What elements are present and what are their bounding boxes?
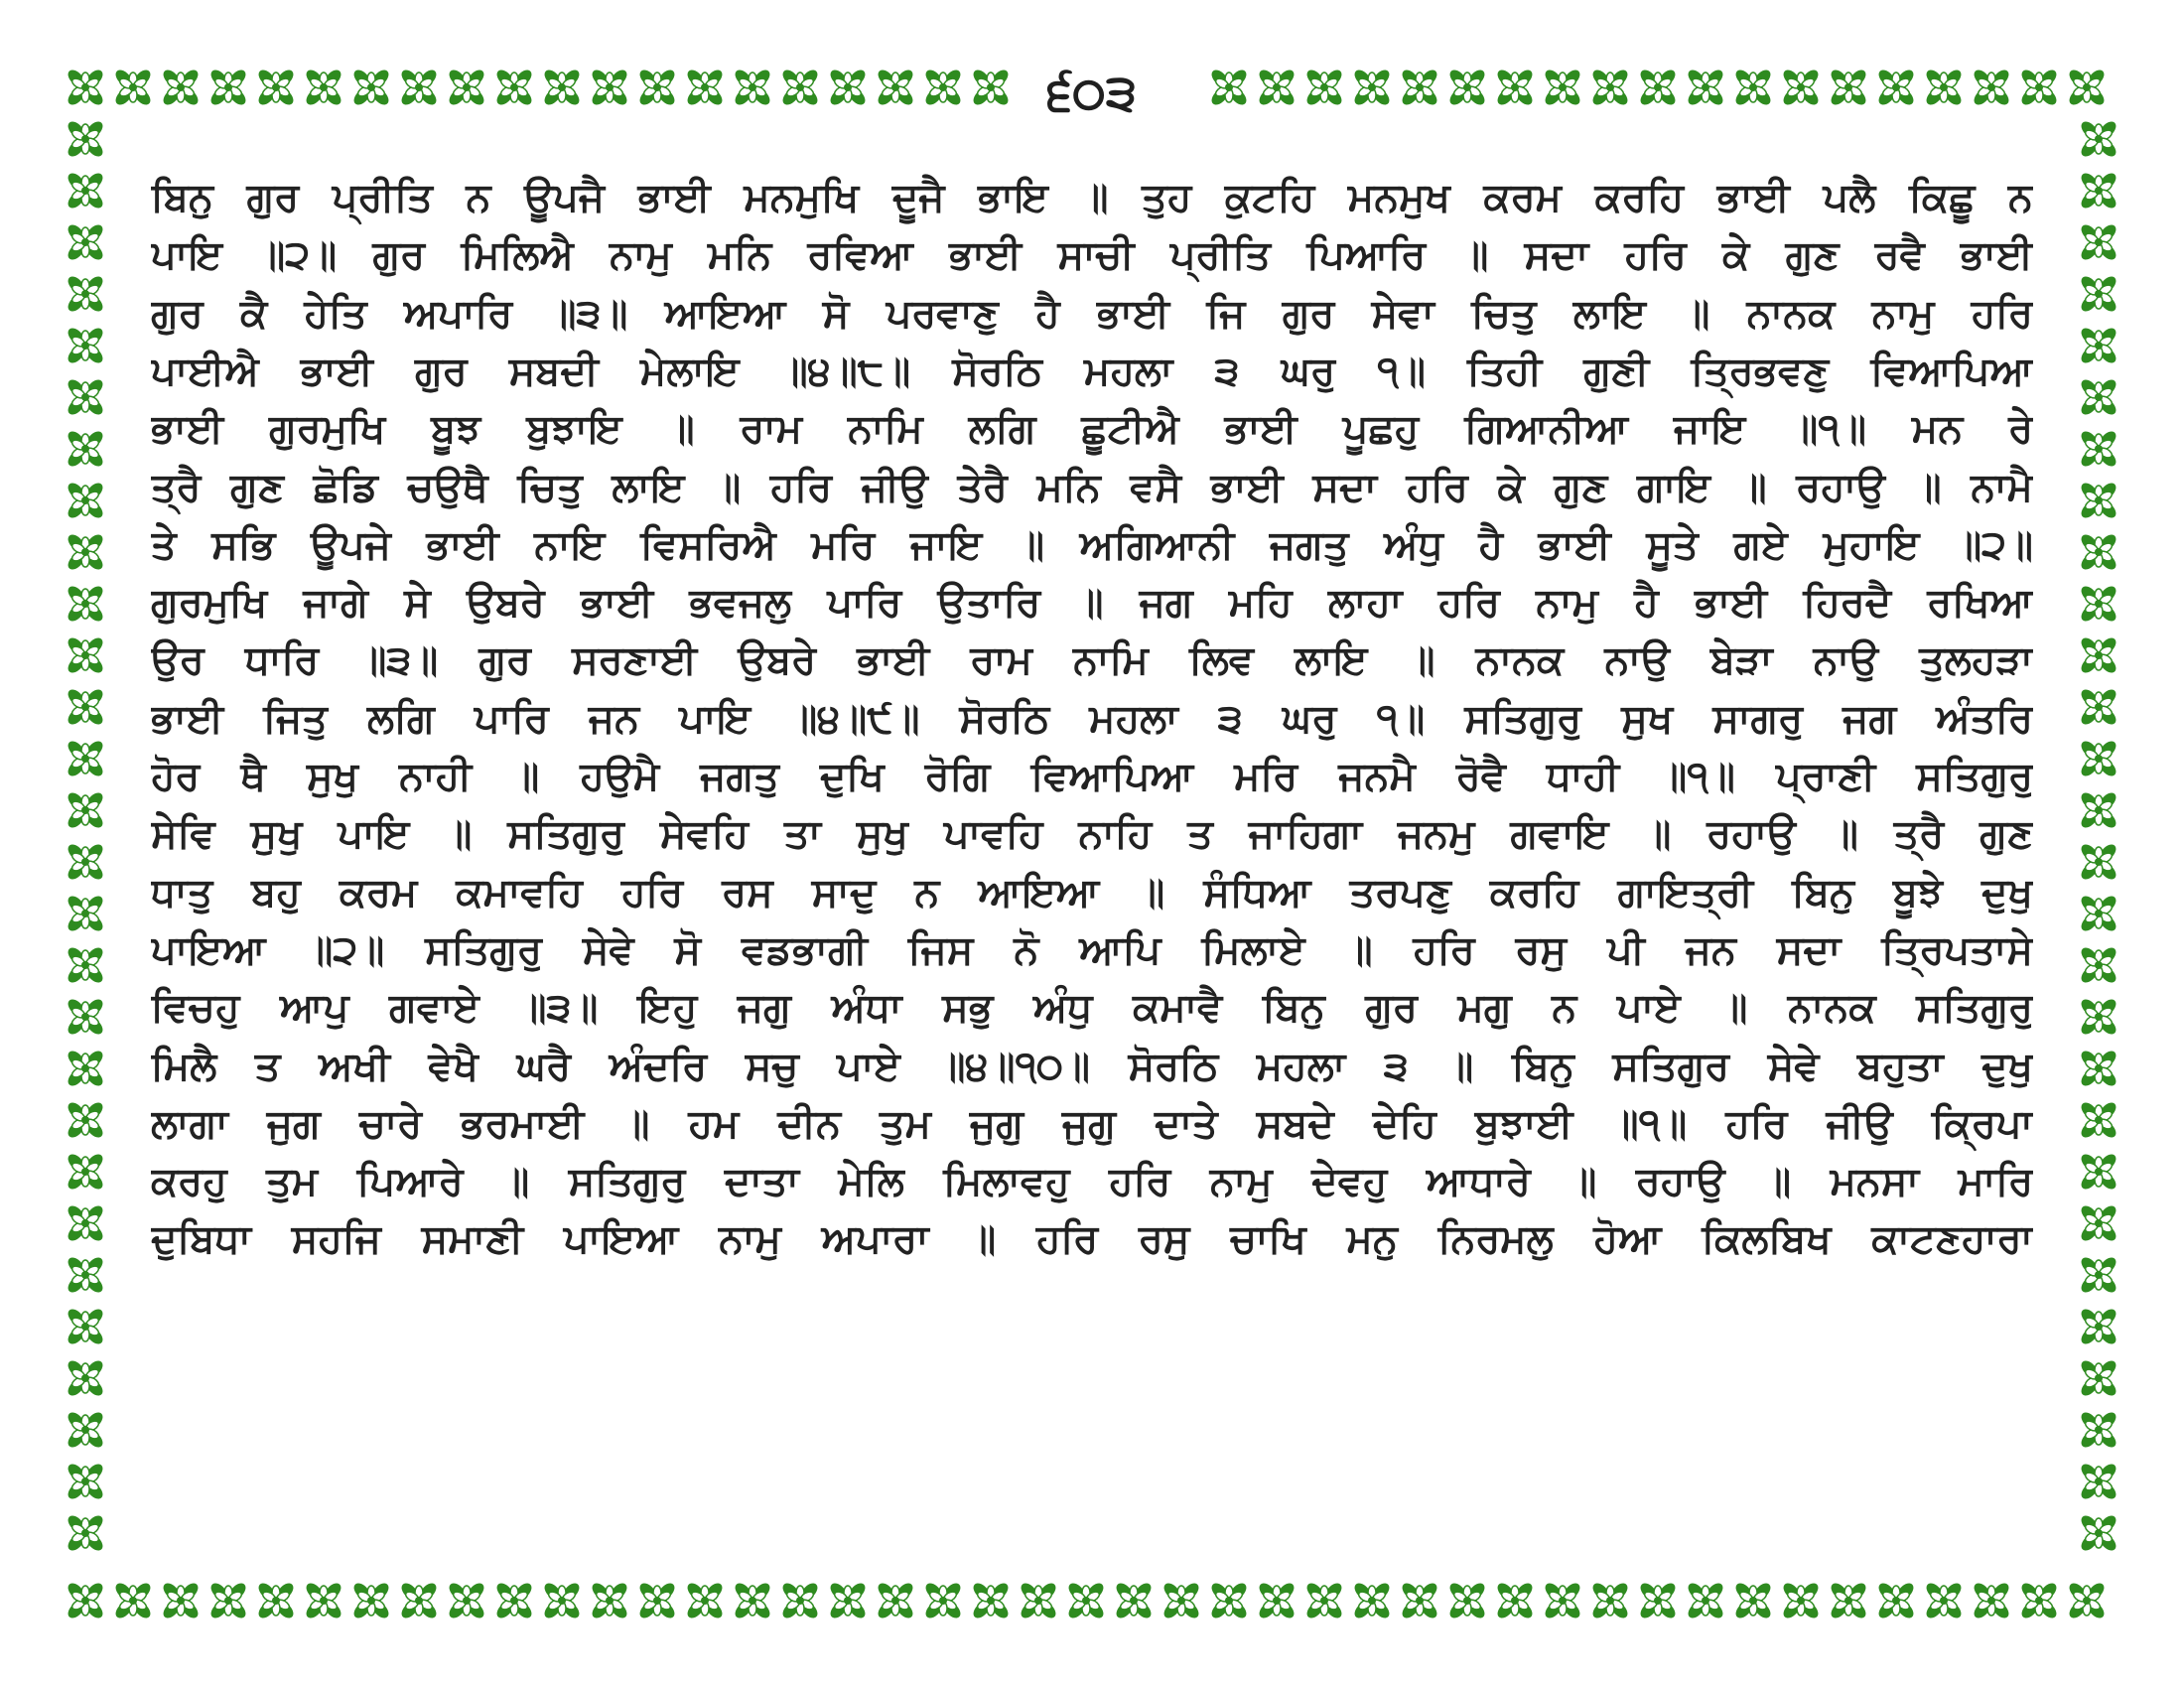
text-line: ਭਾਈ ਗੁਰਮੁਖਿ ਬੂਝ ਬੁਝਾਇ ॥ ਰਾਮ ਨਾਮਿ ਲਗਿ ਛੂਟੀਐ ਭਾਈ ਪੂਛਹੁ ਗਿਆਨੀਆ ਜਾਇ ॥੧॥ ਮਨ ਰੇ (151, 406, 2033, 452)
flower-ornament-icon (2078, 1048, 2118, 1088)
flower-ornament-icon (65, 583, 105, 624)
flower-ornament-icon (2078, 118, 2118, 159)
flower-ornament-icon (1685, 67, 1725, 107)
flower-ornament-icon (2078, 325, 2118, 365)
flower-ornament-icon (2078, 1461, 2118, 1501)
flower-ornament-icon (1113, 1580, 1154, 1620)
flower-ornament-icon (160, 67, 201, 107)
flower-ornament-icon (303, 67, 343, 107)
flower-ornament-icon (1399, 1580, 1439, 1620)
flower-ornament-icon (1303, 67, 1344, 107)
text-line: ਤੇ ਸਭਿ ਊਪਜੇ ਭਾਈ ਨਾਇ ਵਿਸਰਿਐ ਮਰਿ ਜਾਇ ॥ ਅਗਿਆਨੀ ਜਗਤੁ ਅੰਧੁ ਹੈ ਭਾਈ ਸੂਤੇ ਗਏ ਮੁਹਾਇ ॥੨॥ (151, 522, 2033, 568)
flower-ornament-icon (1208, 1580, 1249, 1620)
flower-ornament-icon (65, 1048, 105, 1088)
flower-ornament-icon (1828, 1580, 1868, 1620)
flower-ornament-icon (827, 67, 868, 107)
flower-ornament-icon (541, 67, 582, 107)
flower-ornament-icon (1256, 1580, 1297, 1620)
flower-ornament-icon (2078, 841, 2118, 882)
flower-ornament-icon (1208, 67, 1249, 107)
flower-ornament-icon (1351, 67, 1392, 107)
flower-ornament-icon (65, 1306, 105, 1346)
flower-ornament-icon (65, 1202, 105, 1243)
flower-ornament-icon (589, 1580, 629, 1620)
text-line: ਕਰਹੁ ਤੁਮ ਪਿਆਰੇ ॥ ਸਤਿਗੁਰੁ ਦਾਤਾ ਮੇਲਿ ਮਿਲਾਵਹੁ ਹਰਿ ਨਾਮੁ ਦੇਵਹੁ ਆਧਾਰੇ ॥ ਰਹਾਉ ॥ ਮਨਸਾ ਮਾਰਿ (151, 1159, 2033, 1204)
flower-ornament-icon (732, 67, 772, 107)
text-line: ਧਾਤੁ ਬਹੁ ਕਰਮ ਕਮਾਵਹਿ ਹਰਿ ਰਸ ਸਾਦੁ ਨ ਆਇਆ ॥ ਸੰਧਿਆ ਤਰਪਣੁ ਕਰਹਿ ਗਾਇਤ੍ਰੀ ਬਿਨੁ ਬੂਝੇ ਦੁਖੁ (151, 870, 2033, 915)
flower-ornament-icon (65, 170, 105, 211)
flower-ornament-icon (1732, 67, 1773, 107)
flower-ornament-icon (1542, 1580, 1582, 1620)
flower-ornament-icon (65, 789, 105, 830)
flower-ornament-icon (207, 1580, 248, 1620)
text-line: ਪਾਇ ॥੨॥ ਗੁਰ ਮਿਲਿਐ ਨਾਮੁ ਮਨਿ ਰਵਿਆ ਭਾਈ ਸਾਚੀ ਪ੍ਰੀਤਿ ਪਿਆਰਿ ॥ ਸਦਾ ਹਰਿ ਕੇ ਗੁਣ ਰਵੈ ਭਾਈ (151, 232, 2033, 278)
flower-ornament-icon (65, 893, 105, 933)
flower-ornament-icon (1923, 67, 1964, 107)
flower-ornament-icon (65, 428, 105, 469)
flower-ornament-icon (1780, 1580, 1821, 1620)
flower-ornament-icon (255, 67, 296, 107)
flower-ornament-icon (65, 634, 105, 675)
flower-ornament-icon (970, 1580, 1011, 1620)
flower-ornament-icon (112, 67, 153, 107)
text-line: ਉਰ ਧਾਰਿ ॥੩॥ ਗੁਰ ਸਰਣਾਈ ਉਬਰੇ ਭਾਈ ਰਾਮ ਨਾਮਿ ਲਿਵ ਲਾਇ ॥ ਨਾਨਕ ਨਾਉ ਬੇੜਾ ਨਾਉ ਤੁਲਹੜਾ (151, 637, 2033, 683)
flower-ornament-icon (2078, 480, 2118, 520)
text-line: ਗੁਰਮੁਖਿ ਜਾਗੇ ਸੇ ਉਬਰੇ ਭਾਈ ਭਵਜਲੁ ਪਾਰਿ ਉਤਾਰਿ ॥ ਜਗ ਮਹਿ ਲਾਹਾ ਹਰਿ ਨਾਮੁ ਹੈ ਭਾਈ ਹਿਰਦੈ ਰਖਿਆ (151, 580, 2033, 626)
flower-ornament-icon (2078, 1254, 2118, 1295)
flower-ornament-icon (65, 325, 105, 365)
flower-ornament-icon (2018, 67, 2059, 107)
flower-ornament-icon (970, 67, 1011, 107)
flower-ornament-icon (1637, 1580, 1678, 1620)
flower-ornament-icon (1971, 67, 2011, 107)
flower-ornament-icon (2078, 1306, 2118, 1346)
flower-ornament-icon (65, 1357, 105, 1398)
text-line: ਗੁਰ ਕੈ ਹੇਤਿ ਅਪਾਰਿ ॥੩॥ ਆਇਆ ਸੋ ਪਰਵਾਣੁ ਹੈ ਭਾਈ ਜਿ ਗੁਰ ਸੇਵਾ ਚਿਤੁ ਲਾਇ ॥ ਨਾਨਕ ਨਾਮੁ ਹਰਿ (151, 291, 2033, 337)
flower-ornament-icon (303, 1580, 343, 1620)
flower-ornament-icon (1446, 67, 1487, 107)
flower-ornament-icon (2066, 1580, 2107, 1620)
flower-ornament-icon (2078, 634, 2118, 675)
flower-ornament-icon (684, 67, 725, 107)
flower-ornament-icon (1494, 67, 1535, 107)
flower-ornament-icon (2078, 273, 2118, 314)
flower-ornament-icon (65, 1461, 105, 1501)
flower-ornament-icon (65, 1580, 105, 1620)
flower-ornament-icon (2066, 67, 2107, 107)
flower-ornament-icon (2078, 1512, 2118, 1553)
flower-ornament-icon (779, 1580, 820, 1620)
text-line: ਵਿਚਹੁ ਆਪੁ ਗਵਾਏ ॥੩॥ ਇਹੁ ਜਗੁ ਅੰਧਾ ਸਭੁ ਅੰਧੁ ਕਮਾਵੈ ਬਿਨੁ ਗੁਰ ਮਗੁ ਨ ਪਾਏ ॥ ਨਾਨਕ ਸਤਿਗੁਰੁ (151, 985, 2033, 1031)
flower-ornament-icon (541, 1580, 582, 1620)
page-number: ੬੦੩ (1023, 58, 1161, 127)
flower-ornament-icon (2078, 583, 2118, 624)
flower-ornament-icon (65, 1409, 105, 1450)
flower-ornament-icon (1256, 67, 1297, 107)
flower-ornament-icon (1160, 1580, 1201, 1620)
flower-ornament-icon (2078, 1409, 2118, 1450)
flower-ornament-icon (827, 1580, 868, 1620)
flower-ornament-icon (2078, 1357, 2118, 1398)
flower-ornament-icon (732, 1580, 772, 1620)
flower-ornament-icon (65, 221, 105, 262)
flower-ornament-icon (875, 67, 915, 107)
gurbani-text-block (151, 169, 2033, 1539)
flower-ornament-icon (1685, 1580, 1725, 1620)
flower-ornament-icon (1971, 1580, 2011, 1620)
flower-ornament-icon (2078, 1099, 2118, 1140)
text-line: ਪਾਈਐ ਭਾਈ ਗੁਰ ਸਬਦੀ ਮੇਲਾਇ ॥੪॥੮॥ ਸੋਰਠਿ ਮਹਲਾ ੩ ਘਰੁ ੧॥ ਤਿਹੀ ਗੁਣੀ ਤ੍ਰਿਭਵਣੁ ਵਿਆਪਿਆ (151, 349, 2033, 394)
flower-ornament-icon (1589, 1580, 1630, 1620)
flower-ornament-icon (1875, 1580, 1916, 1620)
text-line: ਲਾਗਾ ਜੁਗ ਚਾਰੇ ਭਰਮਾਈ ॥ ਹਮ ਦੀਨ ਤੁਮ ਜੁਗੁ ਜੁਗੁ ਦਾਤੇ ਸਬਦੇ ਦੇਹਿ ਬੁਝਾਈ ॥੧॥ ਹਰਿ ਜੀਉ ਕ੍ਰਿਪਾ (151, 1101, 2033, 1147)
flower-ornament-icon (398, 1580, 439, 1620)
flower-ornament-icon (875, 1580, 915, 1620)
flower-ornament-icon (65, 738, 105, 778)
flower-ornament-icon (2078, 893, 2118, 933)
flower-ornament-icon (65, 1099, 105, 1140)
text-line: ਪਾਇਆ ॥੨॥ ਸਤਿਗੁਰੁ ਸੇਵੇ ਸੋ ਵਡਭਾਗੀ ਜਿਸ ਨੋ ਆਪਿ ਮਿਲਾਏ ॥ ਹਰਿ ਰਸੁ ਪੀ ਜਨ ਸਦਾ ਤ੍ਰਿਪਤਾਸੇ (151, 927, 2033, 973)
text-line: ਬਿਨੁ ਗੁਰ ਪ੍ਰੀਤਿ ਨ ਊਪਜੈ ਭਾਈ ਮਨਮੁਖਿ ਦੂਜੈ ਭਾਇ ॥ ਤੁਹ ਕੁਟਹਿ ਮਨਮੁਖ ਕਰਮ ਕਰਹਿ ਭਾਈ ਪਲੈ ਕਿਛੂ ਨ (151, 175, 2033, 220)
flower-ornament-icon (65, 1151, 105, 1192)
flower-ornament-icon (112, 1580, 153, 1620)
flower-ornament-icon (2078, 686, 2118, 727)
flower-ornament-icon (2078, 789, 2118, 830)
flower-ornament-icon (2078, 531, 2118, 572)
flower-ornament-icon (65, 1254, 105, 1295)
flower-ornament-icon (350, 67, 391, 107)
flower-ornament-icon (2078, 221, 2118, 262)
flower-ornament-icon (1351, 1580, 1392, 1620)
flower-ornament-icon (446, 67, 486, 107)
flower-ornament-icon (65, 686, 105, 727)
flower-ornament-icon (636, 67, 677, 107)
flower-ornament-icon (2078, 428, 2118, 469)
flower-ornament-icon (65, 531, 105, 572)
flower-ornament-icon (636, 1580, 677, 1620)
flower-ornament-icon (1542, 67, 1582, 107)
flower-ornament-icon (2078, 996, 2118, 1037)
flower-ornament-icon (65, 118, 105, 159)
flower-ornament-icon (446, 1580, 486, 1620)
flower-ornament-icon (65, 841, 105, 882)
text-line: ਭਾਈ ਜਿਤੁ ਲਗਿ ਪਾਰਿ ਜਨ ਪਾਇ ॥੪॥੯॥ ਸੋਰਠਿ ਮਹਲਾ ੩ ਘਰੁ ੧॥ ਸਤਿਗੁਰੁ ਸੁਖ ਸਾਗਰੁ ਜਗ ਅੰਤਰਿ (151, 696, 2033, 742)
flower-ornament-icon (2078, 944, 2118, 985)
flower-ornament-icon (1828, 67, 1868, 107)
flower-ornament-icon (1923, 1580, 1964, 1620)
flower-ornament-icon (65, 944, 105, 985)
flower-ornament-icon (65, 1512, 105, 1553)
flower-ornament-icon (350, 1580, 391, 1620)
flower-ornament-icon (922, 67, 963, 107)
text-line: ਤ੍ਰੈ ਗੁਣ ਛੋਡਿ ਚਉਥੈ ਚਿਤੁ ਲਾਇ ॥ ਹਰਿ ਜੀਉ ਤੇਰੈ ਮਨਿ ਵਸੈ ਭਾਈ ਸਦਾ ਹਰਿ ਕੇ ਗੁਣ ਗਾਇ ॥ ਰਹਾਉ ॥ ਨਾਮੈ (151, 465, 2033, 510)
text-line: ਮਿਲੈ ਤ ਅਖੀ ਵੇਖੈ ਘਰੈ ਅੰਦਰਿ ਸਚੁ ਪਾਏ ॥੪॥੧੦॥ ਸੋਰਠਿ ਮਹਲਾ ੩ ॥ ਬਿਨੁ ਸਤਿਗੁਰ ਸੇਵੇ ਬਹੁਤਾ ਦੁਖੁ (151, 1044, 2033, 1089)
flower-ornament-icon (1780, 67, 1821, 107)
flower-ornament-icon (65, 996, 105, 1037)
text-line: ਦੁਬਿਧਾ ਸਹਜਿ ਸਮਾਣੀ ਪਾਇਆ ਨਾਮੁ ਅਪਾਰਾ ॥ ਹਰਿ ਰਸੁ ਚਾਖਿ ਮਨੁ ਨਿਰਮਲੁ ਹੋਆ ਕਿਲਬਿਖ ਕਾਟਣਹਾਰਾ (151, 1216, 2033, 1262)
flower-ornament-icon (493, 67, 534, 107)
flower-ornament-icon (2078, 1151, 2118, 1192)
flower-ornament-icon (1494, 1580, 1535, 1620)
flower-ornament-icon (65, 273, 105, 314)
flower-ornament-icon (1875, 67, 1916, 107)
flower-ornament-icon (1732, 1580, 1773, 1620)
flower-ornament-icon (493, 1580, 534, 1620)
flower-ornament-icon (1303, 1580, 1344, 1620)
flower-ornament-icon (684, 1580, 725, 1620)
flower-ornament-icon (65, 376, 105, 417)
flower-ornament-icon (1446, 1580, 1487, 1620)
flower-ornament-icon (1637, 67, 1678, 107)
flower-ornament-icon (1399, 67, 1439, 107)
text-line: ਹੋਰ ਥੈ ਸੁਖੁ ਨਾਹੀ ॥ ਹਉਮੈ ਜਗਤੁ ਦੁਖਿ ਰੋਗਿ ਵਿਆਪਿਆ ਮਰਿ ਜਨਮੈ ਰੋਵੈ ਧਾਹੀ ॥੧॥ ਪ੍ਰਾਣੀ ਸਤਿਗੁਰੁ (151, 754, 2033, 799)
flower-ornament-icon (2078, 738, 2118, 778)
flower-ornament-icon (2078, 376, 2118, 417)
flower-ornament-icon (207, 67, 248, 107)
flower-ornament-icon (255, 1580, 296, 1620)
flower-ornament-icon (2078, 170, 2118, 211)
flower-ornament-icon (65, 480, 105, 520)
flower-ornament-icon (1589, 67, 1630, 107)
flower-ornament-icon (65, 67, 105, 107)
flower-ornament-icon (1065, 1580, 1106, 1620)
flower-ornament-icon (779, 67, 820, 107)
flower-ornament-icon (589, 67, 629, 107)
text-line: ਸੇਵਿ ਸੁਖੁ ਪਾਇ ॥ ਸਤਿਗੁਰੁ ਸੇਵਹਿ ਤਾ ਸੁਖੁ ਪਾਵਹਿ ਨਾਹਿ ਤ ਜਾਹਿਗਾ ਜਨਮੁ ਗਵਾਇ ॥ ਰਹਾਉ ॥ ਤ੍ਰੈ ਗੁਣ (151, 811, 2033, 857)
flower-ornament-icon (398, 67, 439, 107)
flower-ornament-icon (1018, 1580, 1058, 1620)
flower-ornament-icon (2018, 1580, 2059, 1620)
flower-ornament-icon (160, 1580, 201, 1620)
flower-ornament-icon (922, 1580, 963, 1620)
flower-ornament-icon (2078, 1202, 2118, 1243)
